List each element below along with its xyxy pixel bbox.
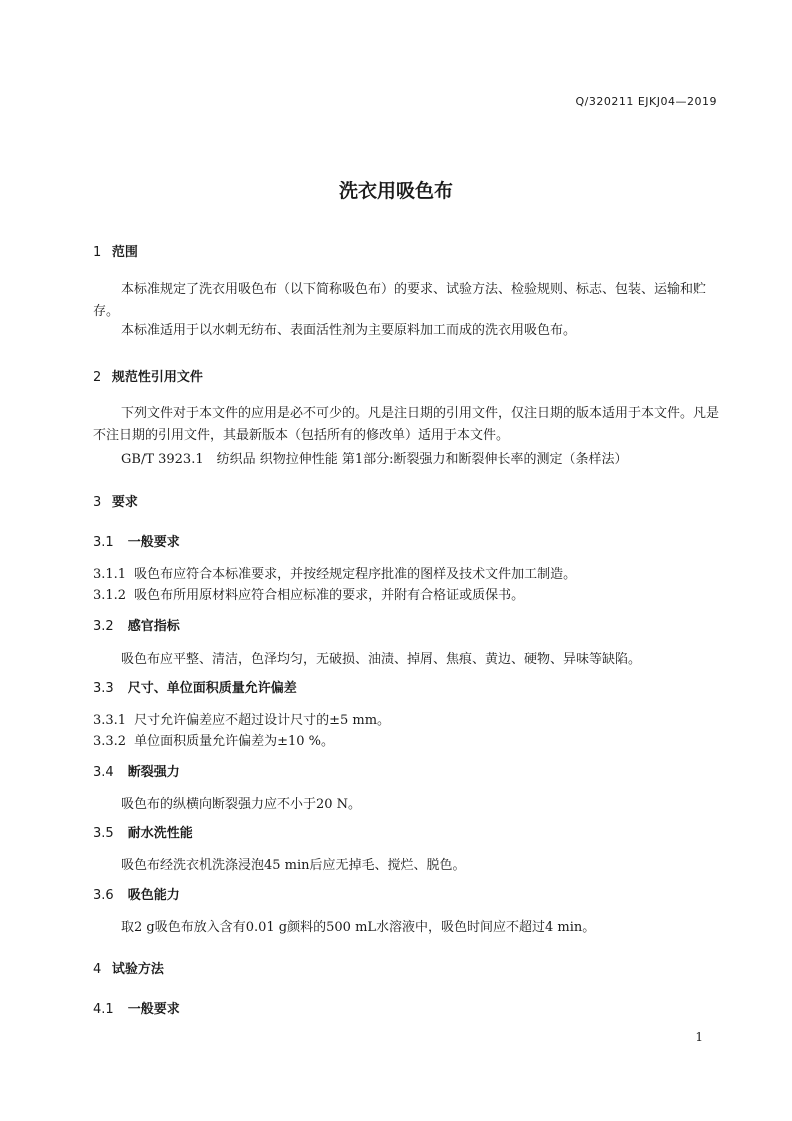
section-3-2-heading: 3.2 感官指标: [93, 619, 180, 634]
clause-3-3-2: 3.3.2 单位面积质量允许偏差为±10 %。: [93, 734, 334, 749]
section-3-6-heading: 3.6 吸色能力: [93, 888, 180, 903]
section-3-4-text: 吸色布的纵横向断裂强力应不小于20 N。: [121, 797, 362, 812]
section-3-4-heading: 3.4 断裂强力: [93, 765, 180, 780]
section-1-paragraph-2: 本标准适用于以水刺无纺布、表面活性剂为主要原料加工而成的洗衣用吸色布。: [121, 323, 577, 338]
section-3-2-text: 吸色布应平整、清洁，色泽均匀，无破损、油渍、掉屑、焦痕、黄边、硬物、异味等缺陷。: [121, 652, 642, 667]
document-title: 洗衣用吸色布: [338, 180, 453, 202]
section-1-paragraph-1: 本标准规定了洗衣用吸色布（以下简称吸色布）的要求、试验方法、检验规则、标志、包装、运输和贮存。: [93, 282, 707, 319]
section-3-6-text: 取2 g吸色布放入含有0.01 g颜料的500 mL水溶液中，吸色时间应不超过4 min。: [121, 920, 596, 935]
section-3-1-heading: 3.1 一般要求: [93, 535, 180, 550]
section-1-heading: 1 范围: [93, 245, 138, 260]
section-3-heading: 3 要求: [93, 495, 138, 510]
page-number: 1: [695, 1030, 703, 1044]
clause-3-1-1: 3.1.1 吸色布应符合本标准要求，并按经规定程序批准的图样及技术文件加工制造。: [93, 567, 577, 582]
section-2-paragraph-1: 下列文件对于本文件的应用是必不可少的。凡是注日期的引用文件，仅注日期的版本适用于本文件。凡是不注日期的引用文件，其最新版本（包括所有的修改单）适用于本文件。: [93, 406, 720, 443]
section-4-heading: 4 试验方法: [93, 962, 164, 977]
section-4-1-heading: 4.1 一般要求: [93, 1002, 180, 1017]
section-2-heading: 2 规范性引用文件: [93, 370, 203, 385]
document-code: Q/320211 EJKJ04—2019: [575, 95, 717, 108]
section-3-5-text: 吸色布经洗衣机洗涤浸泡45 min后应无掉毛、搅烂、脱色。: [121, 858, 466, 873]
section-3-5-heading: 3.5 耐水洗性能: [93, 826, 193, 841]
clause-3-1-2: 3.1.2 吸色布所用原材料应符合相应标准的要求，并附有合格证或质保书。: [93, 588, 525, 603]
section-3-3-heading: 3.3 尺寸、单位面积质量允许偏差: [93, 681, 297, 696]
reference-standard: GB/T 3923.1 纺织品 织物拉伸性能 第1部分:断裂强力和断裂伸长率的测定（条样法）: [121, 452, 628, 467]
clause-3-3-1: 3.3.1 尺寸允许偏差应不超过设计尺寸的±5 mm。: [93, 713, 391, 728]
